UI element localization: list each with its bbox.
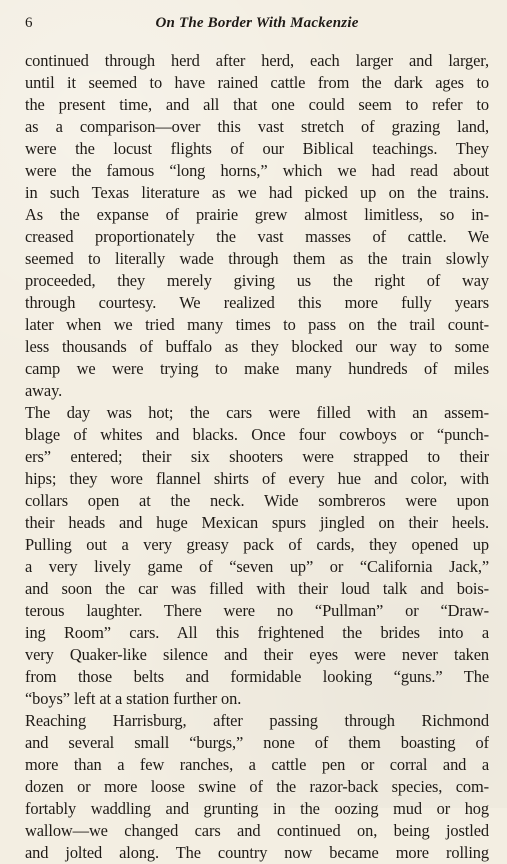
page-text [25,50,489,864]
text-line: away. [25,381,63,400]
text-line: As the expanse of prairie grew almost limitless, so in- [25,205,489,224]
text-line: ers” entered; their six shooters were strapped to their [25,447,489,466]
text-line: Pulling out a very greasy pack of cards, they opened up [25,535,489,554]
text-line: more than a few ranches, a cattle pen or corral and a [25,755,489,774]
text-line: camp we were trying to make many hundreds of miles [25,359,489,378]
text-line: proceeded, they merely giving us the right of way [25,271,489,290]
text-line: blage of whites and blacks. Once four cowboys or “punch- [25,425,489,444]
text-line: continued through herd after herd, each larger and larger, [25,51,489,70]
text-line: less thousands of buffalo as they blocked our way to some [25,337,489,356]
text-line: creased proportionately the vast masses of cattle. We [25,227,489,246]
text-line: fortably waddling and grunting in the oozing mud or hog [25,799,489,818]
text-line: the present time, and all that one could seem to refer to [25,95,489,114]
text-line: later when we tried many times to pass on the trail count- [25,315,489,334]
text-line: and jolted along. The country now became more rolling [25,843,489,862]
text-line: in such Texas literature as we had picked up on the trains. [25,183,489,202]
text-line: The day was hot; the cars were filled with an assem- [25,403,489,422]
page-number: 6 [25,15,33,31]
text-line: seemed to literally wade through them as the train slowly [25,249,489,268]
running-header [25,10,489,36]
text-line: and soon the car was filled with their loud talk and bois- [25,579,489,598]
text-line: through courtesy. We realized this more fully years [25,293,489,312]
text-line: terous laughter. There were no “Pullman” or “Draw- [25,601,489,620]
running-title: On The Border With Mackenzie [155,15,359,31]
text-line: as a comparison—over this vast stretch of grazing land, [25,117,489,136]
text-line: very Quaker-like silence and their eyes were never taken [25,645,489,664]
text-line: ing Room” cars. All this frightened the brides into a [25,623,489,642]
text-line: wallow—we changed cars and continued on, being jostled [25,821,489,840]
text-line: and several small “burgs,” none of them boasting of [25,733,489,752]
text-line: their heads and huge Mexican spurs jingled on their heels. [25,513,489,532]
text-line: until it seemed to have rained cattle from the dark ages to [25,73,489,92]
text-line: Reaching Harrisburg, after passing through Richmond [25,711,489,730]
text-line: were the famous “long horns,” which we had read about [25,161,489,180]
text-line: collars open at the neck. Wide sombreros were upon [25,491,489,510]
text-line: “boys” left at a station further on. [25,689,242,708]
text-line: were the locust flights of our Biblical teachings. They [25,139,489,158]
text-line: from those belts and formidable looking “guns.” The [25,667,489,686]
text-line: dozen or more loose swine of the razor-back species, com- [25,777,489,796]
text-line: hips; they wore flannel shirts of every hue and color, with [25,469,489,488]
text-line: a very lively game of “seven up” or “California Jack,” [25,557,489,576]
